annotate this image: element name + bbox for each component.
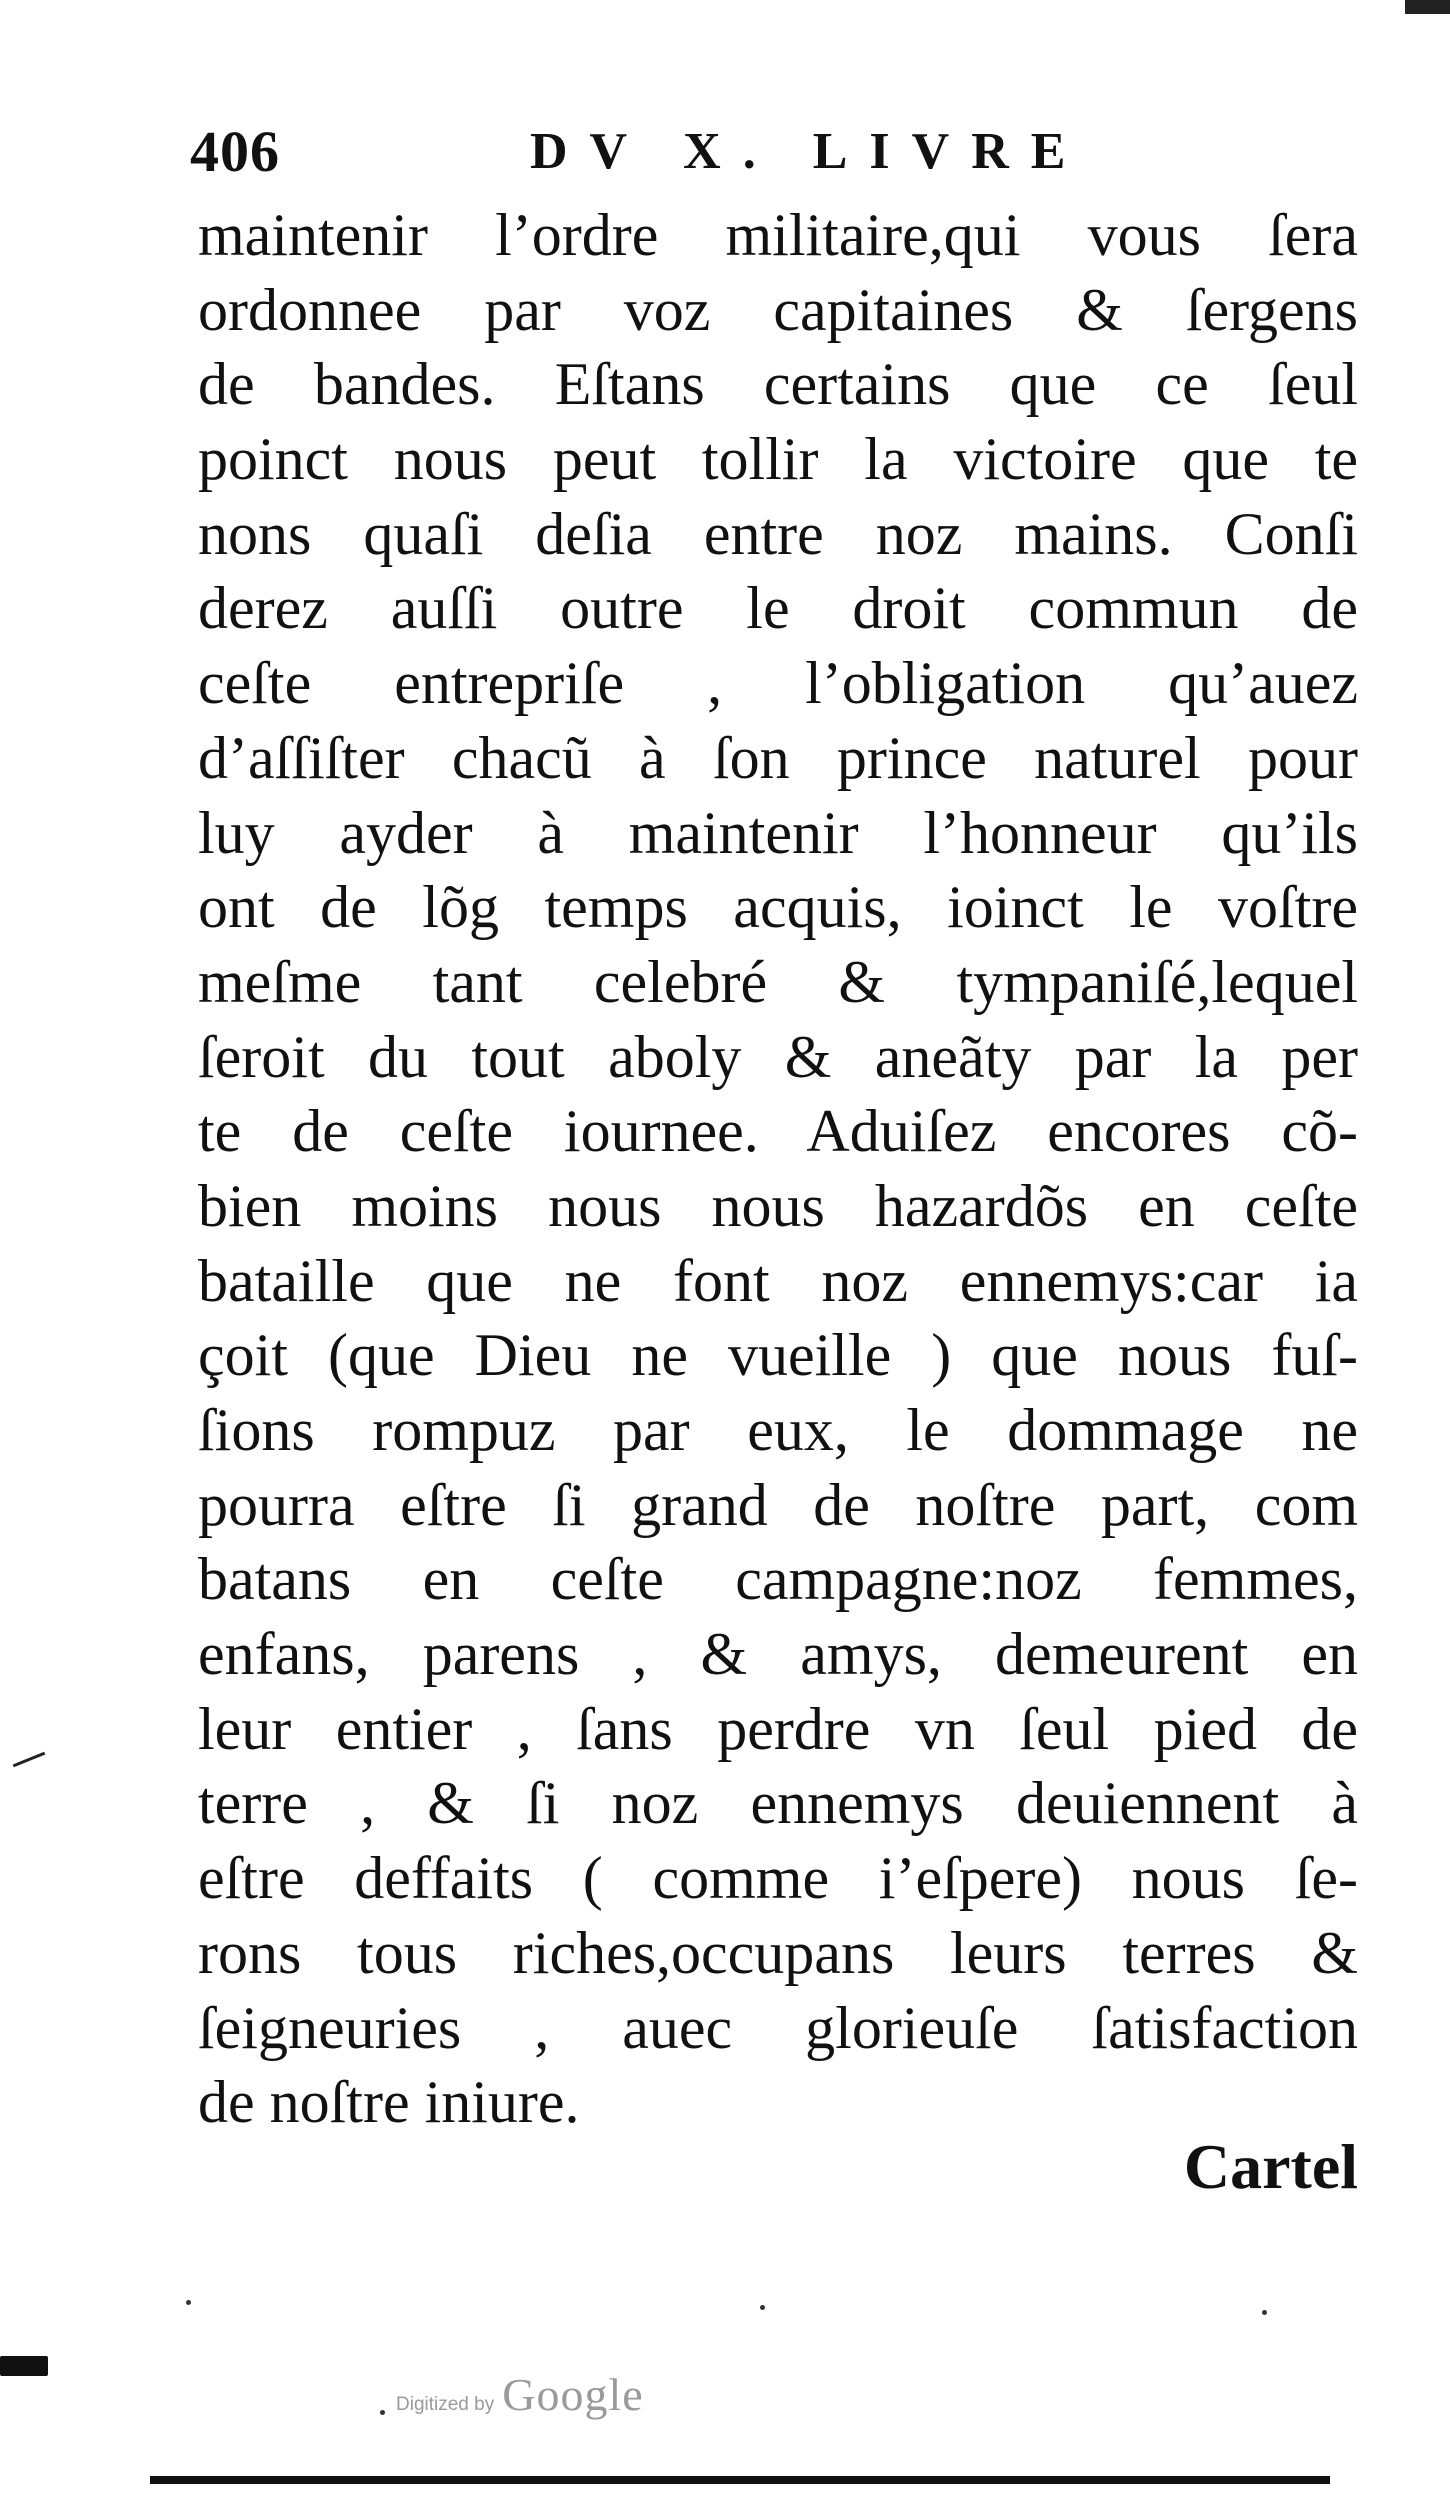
text-line: derez auſſi outre le droit commun de [198, 575, 1358, 642]
text-line: luy ayder à maintenir l’honneur qu’ils [198, 799, 1358, 866]
text-line: de noſtre iniure. [198, 2069, 580, 2136]
text-line: çoit (que Dieu ne vueille ) que nous fuſ- [198, 1322, 1358, 1389]
text-line: ordonnee par voz capitaines & ſergens [198, 276, 1358, 343]
text-line: terre , & ſi noz ennemys deuiennent à [198, 1770, 1358, 1837]
scan-bottom-edge [150, 2476, 1330, 2484]
ink-speck [760, 2305, 765, 2310]
text-line: leur entier , ſans perdre vn ſeul pied de [198, 1695, 1358, 1762]
text-line: bien moins nous nous hazardõs en ceſte [198, 1172, 1358, 1239]
text-line: ont de lõg temps acquis, ioinct le voſtre [198, 874, 1358, 941]
text-line: ſions rompuz par eux, le dommage ne [198, 1397, 1358, 1463]
text-line: bataille que ne font noz ennemys:car ia [198, 1247, 1358, 1314]
scan-edge-mark [0, 2356, 48, 2376]
ink-speck [380, 2410, 385, 2415]
margin-mark [13, 1752, 46, 1768]
catchword: Cartel [1183, 2131, 1358, 2202]
watermark-brand: Google [502, 2369, 644, 2420]
text-line: meſme tant celebré & tympaniſé,lequel [198, 948, 1358, 1015]
text-line: ſeroit du tout aboly & aneãty par la per [198, 1023, 1358, 1090]
running-title: DV X. LIVRE [530, 123, 1088, 180]
text-line: ceſte entrepriſe , l’obligation qu’auez [198, 650, 1358, 717]
text-line: rons tous riches,occupans leurs terres & [198, 1919, 1358, 1986]
text-line: nons quaſi deſia entre noz mains. Conſi [198, 500, 1358, 567]
text-line: maintenir l’ordre militaire,qui vous ſera [198, 202, 1358, 268]
text-line: batans en ceſte campagne:noz femmes, [198, 1546, 1358, 1613]
text-line: ſeigneuries , auec glorieuſe ſatisfaction [198, 1994, 1358, 2061]
ink-speck [1262, 2310, 1267, 2315]
digitized-watermark [396, 2368, 644, 2428]
text-line: de bandes. Eſtans certains que ce ſeul [198, 351, 1358, 418]
text-line: poinct nous peut tollir la victoire que te [198, 426, 1358, 493]
body-text [198, 198, 1358, 2140]
watermark-prefix: Digitized by [396, 2394, 495, 2415]
scan-edge-mark [1405, 0, 1450, 14]
ink-speck [186, 2300, 191, 2305]
running-header [190, 118, 1370, 198]
text-line: pourra eſtre ſi grand de noſtre part, com [198, 1471, 1358, 1538]
page-number: 406 [190, 119, 280, 184]
text-line: te de ceſte iournee. Aduiſez encores cõ- [198, 1098, 1358, 1165]
text-line: enfans, parens , & amys, demeurent en [198, 1621, 1358, 1688]
text-line: eſtre deffaits ( comme i’eſpere) nous ſe- [198, 1845, 1358, 1912]
text-line: d’aſſiſter chacũ à ſon prince naturel pour [198, 724, 1358, 791]
